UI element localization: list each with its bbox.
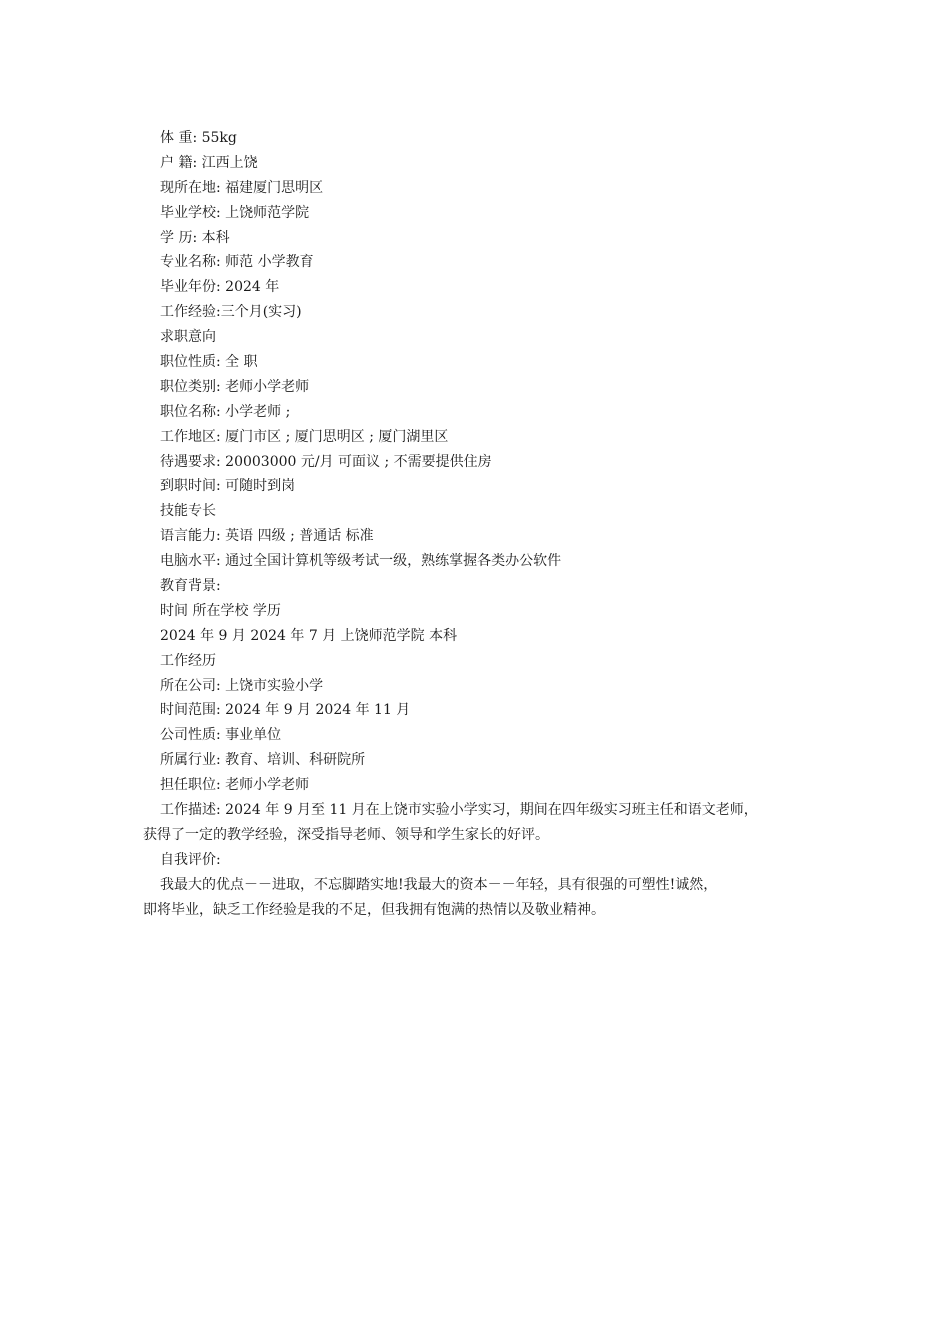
self-evaluation-paragraph bbox=[143, 873, 833, 923]
company-line: 所在公司: 上饶市实验小学 bbox=[160, 677, 324, 694]
computer-level-line: 电脑水平: 通过全国计算机等级考试一级，熟练掌握各类办公软件 bbox=[160, 553, 562, 570]
work-history-heading: 工作经历 bbox=[160, 652, 216, 669]
self-evaluation-heading: 自我评价: bbox=[160, 851, 221, 868]
time-range-line: 时间范围: 2024 年 9 月 2024 年 11 月 bbox=[160, 702, 411, 719]
work-area-line: 工作地区: 厦门市区 ; 厦门思明区 ; 厦门湖里区 bbox=[160, 428, 449, 445]
position-line: 担任职位: 老师小学老师 bbox=[160, 777, 310, 794]
salary-line: 待遇要求: 20003000 元/月 可面议 ; 不需要提供住房 bbox=[160, 453, 492, 470]
education-background-heading: 教育背景: bbox=[160, 578, 221, 595]
education-row: 2024 年 9 月 2024 年 7 月 上饶师范学院 本科 bbox=[160, 627, 458, 644]
graduation-year-line: 毕业年份: 2024 年 bbox=[160, 279, 280, 296]
work-experience-line: 工作经验:三个月(实习) bbox=[160, 304, 302, 321]
weight-line: 体 重: 55kg bbox=[160, 130, 237, 146]
skills-heading: 技能专长 bbox=[160, 503, 216, 520]
job-nature-line: 职位性质: 全 职 bbox=[160, 354, 258, 371]
education-level-line: 学 历: 本科 bbox=[160, 229, 230, 246]
job-title-line: 职位名称: 小学老师 ; bbox=[160, 403, 291, 420]
education-table-header: 时间 所在学校 学历 bbox=[160, 602, 281, 619]
hometown-line: 户 籍: 江西上饶 bbox=[160, 154, 258, 171]
industry-line: 所属行业: 教育、培训、科研院所 bbox=[160, 752, 366, 769]
graduation-school-line: 毕业学校: 上饶师范学院 bbox=[160, 204, 310, 221]
company-nature-line: 公司性质: 事业单位 bbox=[160, 727, 282, 744]
work-description-line-2: 获得了一定的教学经验，深受指导老师、领导和学生家长的好评。 bbox=[143, 826, 549, 843]
current-location-line: 现所在地: 福建厦门思明区 bbox=[160, 179, 324, 196]
work-description-paragraph bbox=[143, 798, 833, 848]
self-evaluation-line-1: 我最大的优点－－进取，不忘脚踏实地!我最大的资本－－年轻，具有很强的可塑性!诚然， bbox=[160, 876, 718, 893]
language-ability-line: 语言能力: 英语 四级 ; 普通话 标准 bbox=[160, 528, 374, 545]
self-evaluation-line-2: 即将毕业，缺乏工作经验是我的不足，但我拥有饱满的热情以及敬业精神。 bbox=[143, 901, 605, 918]
resume-content bbox=[143, 126, 833, 923]
job-intention-heading: 求职意向 bbox=[160, 329, 216, 346]
start-time-line: 到职时间: 可随时到岗 bbox=[160, 478, 296, 495]
work-description-line-1: 工作描述: 2024 年 9 月至 11 月在上饶市实验小学实习，期间在四年级实习班主任和语文老师， bbox=[160, 802, 758, 819]
major-line: 专业名称: 师范 小学教育 bbox=[160, 254, 314, 271]
job-category-line: 职位类别: 老师小学老师 bbox=[160, 378, 310, 395]
